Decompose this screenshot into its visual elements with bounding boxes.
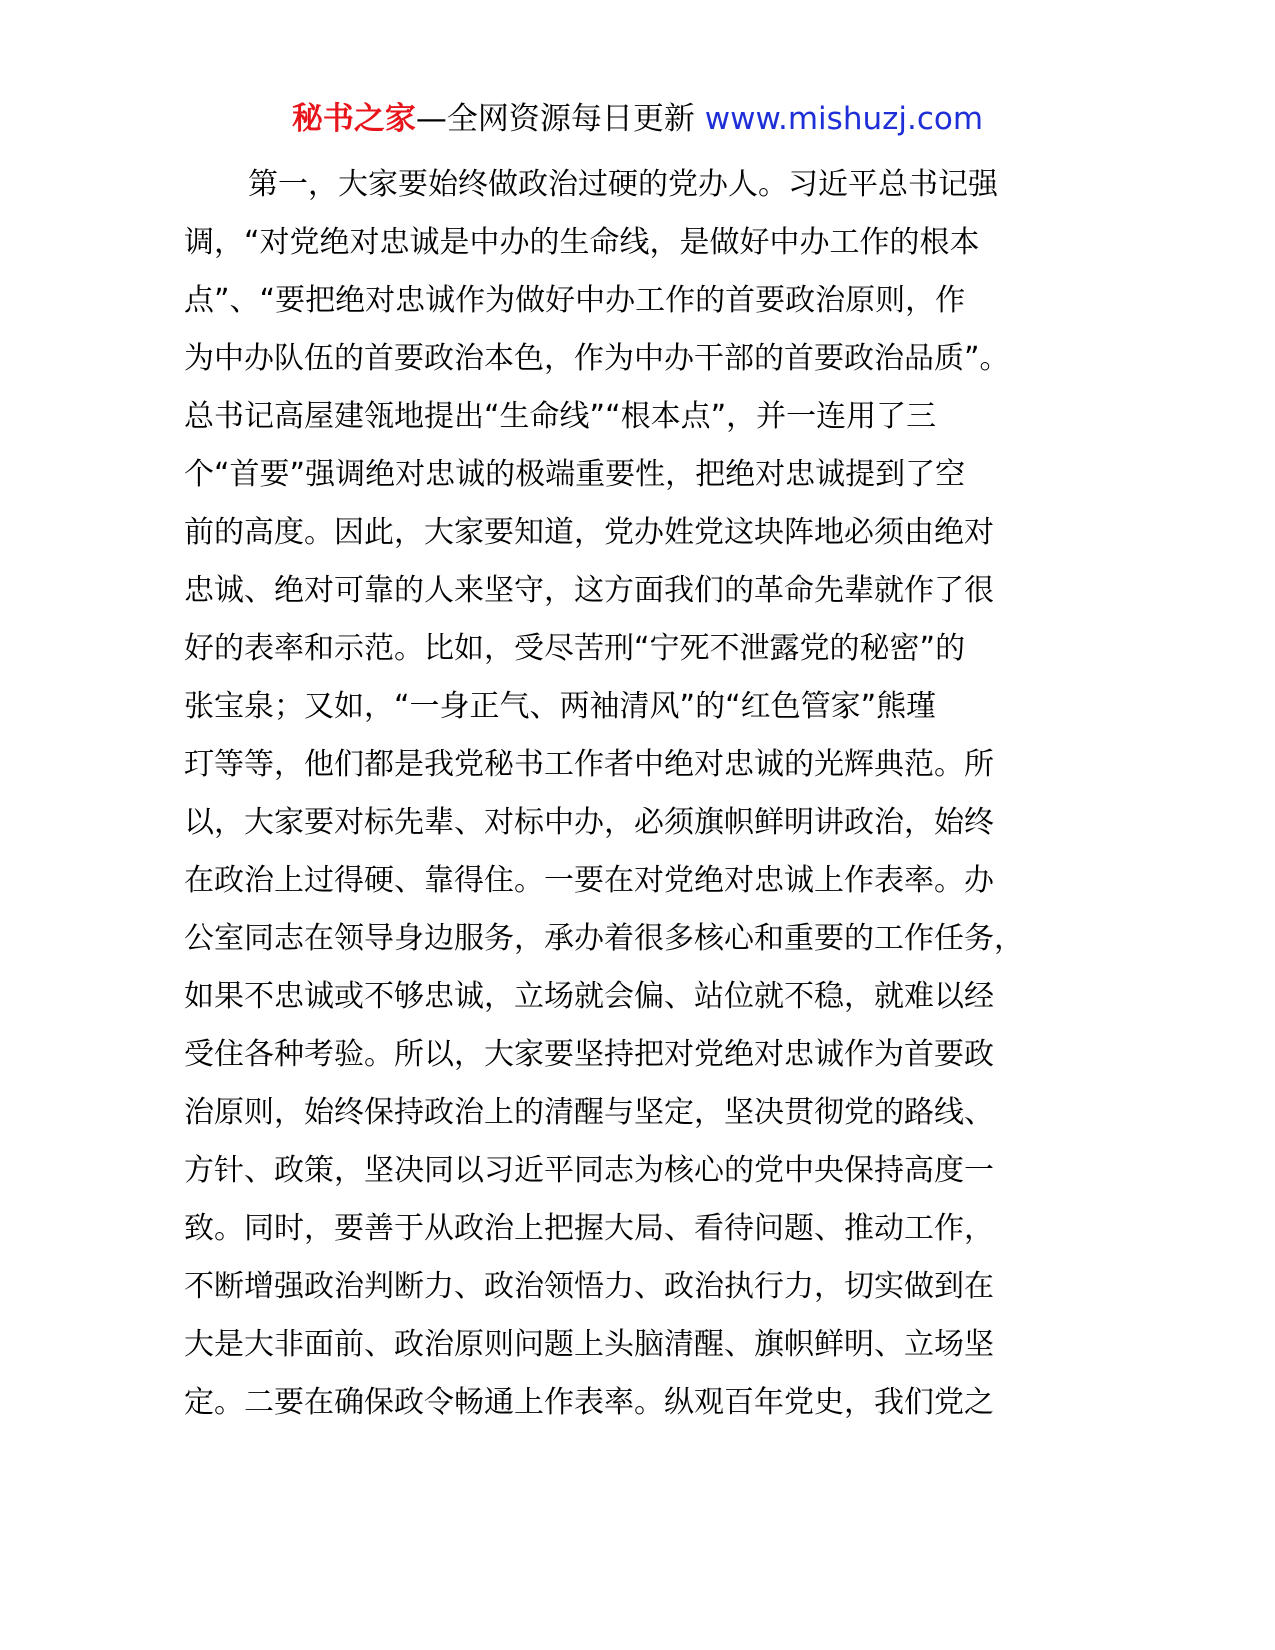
body-line: 个“首要”强调绝对忠诚的极端重要性，把绝对忠诚提到了空 xyxy=(184,457,966,492)
document-body xyxy=(184,156,1084,1432)
body-line: 为中办队伍的首要政治本色，作为中办干部的首要政治品质”。 xyxy=(184,341,1010,376)
brand-name: 秘书之家 xyxy=(291,101,416,137)
body-line: 定。二要在确保政令畅通上作表率。纵观百年党史，我们党之 xyxy=(184,1385,994,1420)
website-url[interactable]: www.mishuzj.com xyxy=(704,101,984,137)
body-line: 第一，大家要始终做政治过硬的党办人。习近平总书记强 xyxy=(248,167,998,202)
body-line: 致。同时，要善于从政治上把握大局、看待问题、推动工作， xyxy=(184,1211,994,1246)
body-line: 张宝泉；又如，“一身正气、两袖清风”的“红色管家”熊瑾 xyxy=(184,689,937,724)
body-line: 不断增强政治判断力、政治领悟力、政治执行力，切实做到在 xyxy=(184,1269,994,1304)
page-header xyxy=(0,96,1275,142)
body-line: 前的高度。因此，大家要知道，党办姓党这块阵地必须由绝对 xyxy=(184,515,994,550)
body-line: 方针、政策，坚决同以习近平同志为核心的党中央保持高度一 xyxy=(184,1153,994,1188)
body-line: 公室同志在领导身边服务，承办着很多核心和重要的工作任务， xyxy=(184,921,1024,956)
body-line: 以，大家要对标先辈、对标中办，必须旗帜鲜明讲政治，始终 xyxy=(184,805,994,840)
body-line: 玎等等，他们都是我党秘书工作者中绝对忠诚的光辉典范。所 xyxy=(184,747,994,782)
body-line: 调，“对党绝对忠诚是中办的生命线，是做好中办工作的根本 xyxy=(184,225,980,260)
body-line: 大是大非面前、政治原则问题上头脑清醒、旗帜鲜明、立场坚 xyxy=(184,1327,994,1362)
header-tagline: —全网资源每日更新 xyxy=(415,101,705,137)
body-line: 如果不忠诚或不够忠诚，立场就会偏、站位就不稳，就难以经 xyxy=(184,979,994,1014)
body-line: 点”、“要把绝对忠诚作为做好中办工作的首要政治原则，作 xyxy=(184,283,966,318)
body-line: 治原则，始终保持政治上的清醒与坚定，坚决贯彻党的路线、 xyxy=(184,1095,994,1130)
body-line: 受住各种考验。所以，大家要坚持把对党绝对忠诚作为首要政 xyxy=(184,1037,994,1072)
body-line: 总书记高屋建瓴地提出“生命线”“根本点”，并一连用了三 xyxy=(184,399,937,434)
body-line: 忠诚、绝对可靠的人来坚守，这方面我们的革命先辈就作了很 xyxy=(184,573,994,608)
body-line: 在政治上过得硬、靠得住。一要在对党绝对忠诚上作表率。办 xyxy=(184,863,994,898)
body-line: 好的表率和示范。比如，受尽苦刑“宁死不泄露党的秘密”的 xyxy=(184,631,966,666)
